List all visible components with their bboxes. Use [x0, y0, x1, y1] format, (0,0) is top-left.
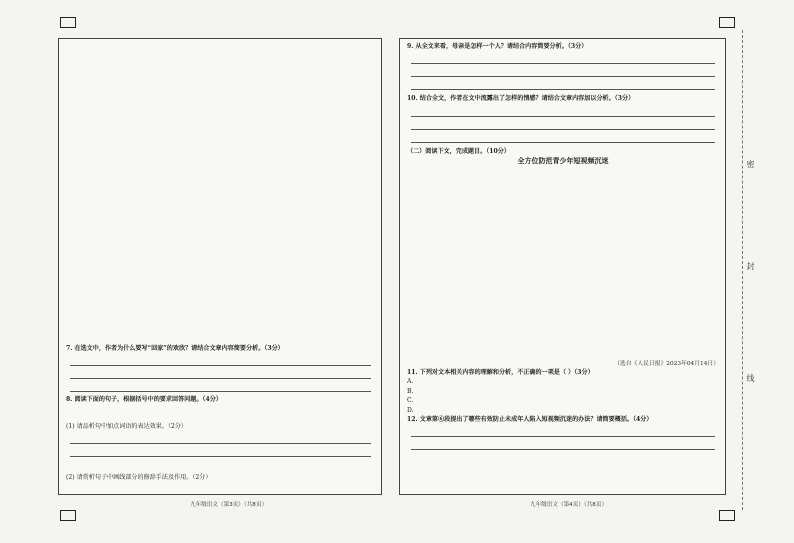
binding-line: [742, 30, 743, 510]
answer-line[interactable]: [411, 68, 715, 77]
option-d[interactable]: D.: [407, 406, 414, 414]
answer-line[interactable]: [411, 441, 715, 450]
question-8: 8. 阅读下面的句子，根据括号中的要求回答问题。（4分）: [66, 396, 222, 404]
answer-line[interactable]: [411, 428, 715, 437]
question-9: 9. 从全文来看，母亲是怎样一个人？请结合内容简要分析。（3分）: [407, 43, 588, 50]
answer-line[interactable]: [70, 435, 371, 444]
question-8-1: (1) 请品析句中加点词语的表达效果。（2分）: [66, 422, 188, 430]
right-page-footer: 九年级语文（第4页）（共8页）: [530, 502, 608, 508]
registration-mark-bottom-right: [719, 510, 735, 521]
binding-label: 线: [746, 374, 755, 382]
registration-mark-top-left: [60, 17, 76, 28]
right-page-panel: [399, 38, 726, 495]
option-a[interactable]: A.: [407, 378, 414, 386]
binding-label: 封: [746, 262, 755, 270]
question-10: 10. 结合全文，作者在文中流露出了怎样的情感？请结合文章内容加以分析。（3分）: [407, 95, 635, 103]
question-11: 11. 下列对文本相关内容的理解和分析，不正确的一项是（ ）（3分）: [407, 369, 594, 377]
answer-line[interactable]: [411, 81, 715, 90]
registration-mark-top-right: [719, 17, 735, 28]
right-page-text: [400, 39, 725, 450]
left-page-footer: 九年级语文（第3页）（共8页）: [190, 502, 268, 508]
part-2-heading: （二）阅读下文，完成题目。（10分）: [407, 147, 510, 155]
answer-line[interactable]: [411, 108, 715, 117]
left-story-body: [66, 43, 375, 345]
answer-line[interactable]: [70, 370, 371, 379]
answer-line[interactable]: [70, 486, 371, 495]
option-c[interactable]: C.: [407, 397, 414, 405]
registration-mark-bottom-left: [60, 510, 76, 521]
left-page-panel: [58, 38, 382, 495]
question-7: 7. 在选文中，作者为什么要写“回家”的欢欣？请结合文章内容简要分析。（3分）: [66, 345, 284, 353]
article-title: 全方位防范青少年短视频沉迷: [517, 156, 609, 166]
answer-line[interactable]: [70, 357, 371, 366]
question-12: 12. 文章第⑥段提出了哪些有效防止未成年人陷入短视频沉迷的办法？请简要概括。（4分）: [407, 416, 653, 424]
answer-line[interactable]: [70, 383, 371, 392]
question-8-2: (2) 请赏析句子中画线部分的修辞手法及作用。（2分）: [66, 473, 212, 481]
answer-line[interactable]: [411, 55, 715, 64]
answer-line[interactable]: [70, 448, 371, 457]
option-b[interactable]: B.: [407, 387, 414, 395]
answer-line[interactable]: [411, 121, 715, 130]
left-page-text: [59, 39, 381, 495]
binding-label: 密: [746, 160, 755, 168]
article-source: （选自《人民日报》2023年04月14日）: [614, 360, 719, 367]
answer-line[interactable]: [411, 134, 715, 143]
article-body: [407, 167, 719, 360]
